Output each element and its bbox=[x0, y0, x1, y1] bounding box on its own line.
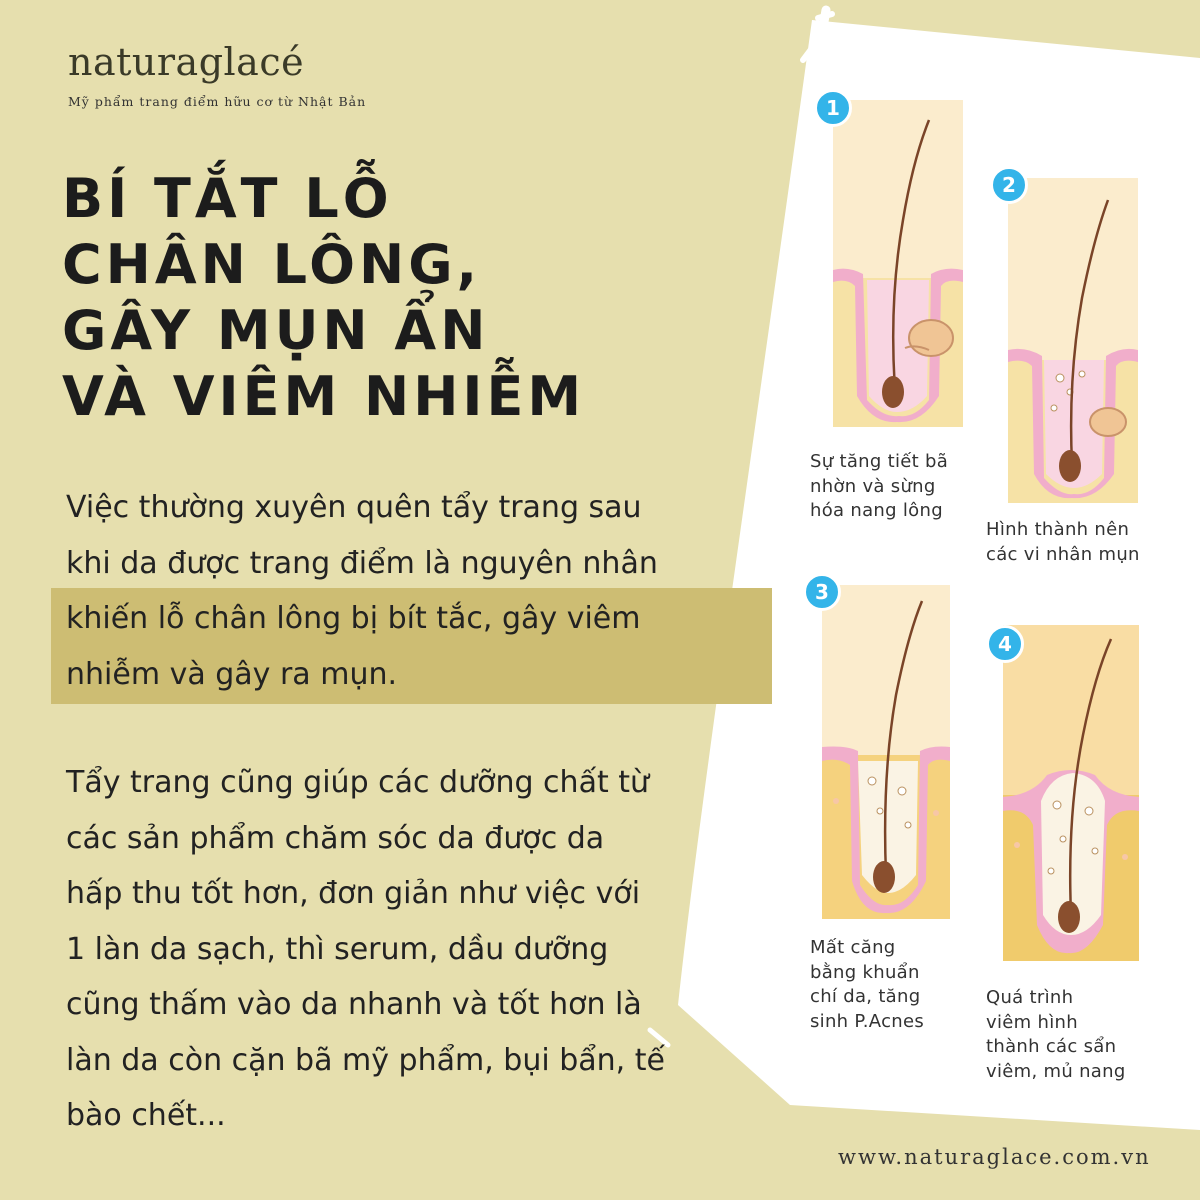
follicle-illustration-stage-1 bbox=[833, 100, 963, 427]
stage-caption bbox=[986, 986, 1126, 1084]
website-url: www.naturaglace.com.vn bbox=[838, 1145, 1151, 1169]
follicle-illustration-stage-4 bbox=[1003, 625, 1139, 961]
caption-line: thành các sẩn bbox=[986, 1036, 1117, 1057]
stage-badge: 2 bbox=[990, 166, 1028, 204]
brand-tagline: Mỹ phẩm trang điểm hữu cơ từ Nhật Bản bbox=[68, 94, 367, 109]
brand-logo: naturaglacé bbox=[68, 40, 305, 84]
title-line: GÂY MỤN ẨN bbox=[62, 299, 490, 362]
paragraph-line: các sản phẩm chăm sóc da được da bbox=[66, 820, 605, 856]
stage-badge: 1 bbox=[814, 89, 852, 127]
paragraph-line: làn da còn cặn bã mỹ phẩm, bụi bẩn, tế bbox=[66, 1042, 665, 1078]
paragraph-line: khiến lỗ chân lông bị bít tắc, gây viêm bbox=[66, 601, 641, 636]
caption-line: Quá trình bbox=[986, 987, 1074, 1008]
title-line: CHÂN LÔNG, bbox=[62, 233, 482, 296]
caption-line: chí da, tăng bbox=[810, 986, 921, 1007]
paragraph-line: khi da được trang điểm là nguyên nhân bbox=[66, 545, 658, 581]
caption-line: Sự tăng tiết bã bbox=[810, 451, 949, 472]
caption-line: nhờn và sừng bbox=[810, 475, 936, 497]
paragraph-line: cũng thấm vào da nhanh và tốt hơn là bbox=[66, 987, 642, 1022]
caption-line: Hình thành nên bbox=[986, 519, 1130, 540]
caption-line: bằng khuẩn bbox=[810, 961, 920, 983]
stage-badge: 4 bbox=[986, 625, 1024, 663]
follicle-illustration-stage-2 bbox=[1008, 178, 1138, 503]
follicle-illustration-stage-3 bbox=[822, 585, 950, 919]
paragraph-line: hấp thu tốt hơn, đơn giản như việc với bbox=[66, 876, 641, 911]
title-line: VÀ VIÊM NHIỄM bbox=[62, 365, 586, 428]
page-title bbox=[62, 166, 762, 430]
stage-caption bbox=[810, 450, 948, 524]
stage-badge: 3 bbox=[803, 573, 841, 611]
paragraph-line: bào chết... bbox=[66, 1098, 226, 1133]
caption-line: hóa nang lông bbox=[810, 500, 943, 521]
stage-caption bbox=[810, 936, 924, 1034]
stage-caption bbox=[986, 518, 1140, 567]
paragraph-line: Việc thường xuyên quên tẩy trang sau bbox=[66, 490, 642, 525]
paragraph-line: nhiễm và gây ra mụn. bbox=[66, 656, 398, 692]
paragraph-line: 1 làn da sạch, thì serum, dầu dưỡng bbox=[66, 931, 609, 967]
title-line: BÍ TẮT LỖ bbox=[62, 167, 393, 230]
paragraph-intro bbox=[66, 480, 658, 702]
caption-line: viêm, mủ nang bbox=[986, 1060, 1126, 1082]
caption-line: viêm hình bbox=[986, 1011, 1078, 1033]
caption-line: các vi nhân mụn bbox=[986, 543, 1140, 565]
paragraph-line: Tẩy trang cũng giúp các dưỡng chất từ bbox=[66, 765, 650, 800]
paragraph-benefits bbox=[66, 755, 665, 1144]
caption-line: Mất căng bbox=[810, 937, 896, 958]
caption-line: sinh P.Acnes bbox=[810, 1010, 925, 1032]
